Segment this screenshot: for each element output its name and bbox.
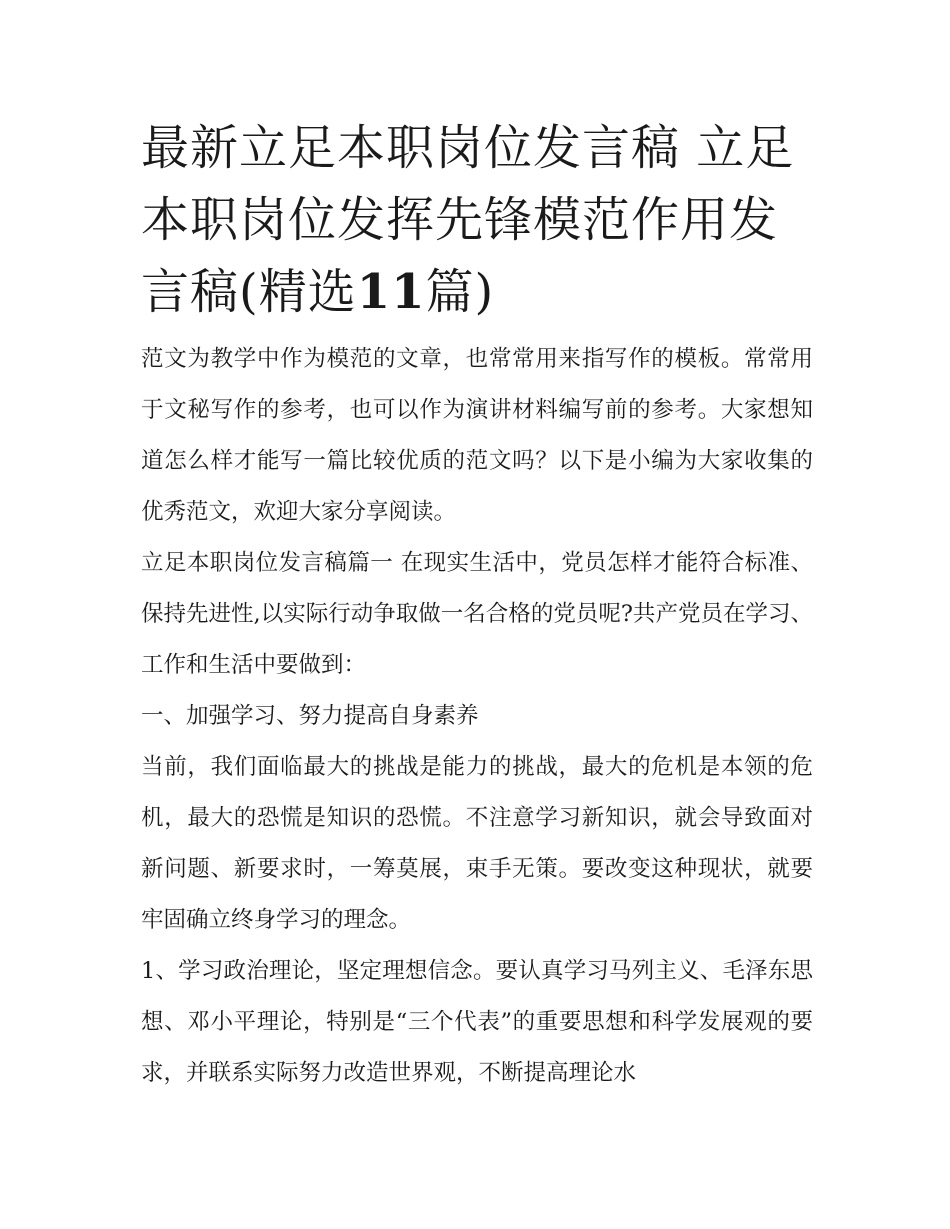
section-heading: 一、加强学习、努力提高自身素养	[141, 703, 479, 729]
title-text: 最新立足本职岗位发言稿 立足本职岗位发挥先锋模范作用发言稿(精选	[141, 120, 795, 320]
title-suffix: 篇)	[425, 264, 495, 320]
title-count: 11	[356, 264, 426, 320]
document-title	[141, 112, 813, 328]
document-page	[141, 112, 813, 1099]
list-item-paragraph: 1、学习政治理论，坚定理想信念。要认真学习马列主义、毛泽东思想、邓小平理论，特别是“三个代表”的重要思想和科学发展观的要求，并联系实际努力改造世界观，不断提高理论水	[141, 958, 813, 1086]
section-intro-paragraph: 立足本职岗位发言稿篇一 在现实生活中，党员怎样才能符合标准、保持先进性,以实际行动争取做一名合格的党员呢?共产党员在学习、工作和生活中要做到：	[141, 550, 813, 678]
intro-paragraph: 范文为教学中作为模范的文章，也常常用来指写作的模板。常常用于文秘写作的参考，也可以作为演讲材料编写前的参考。大家想知道怎么样才能写一篇比较优质的范文吗？以下是小编为大家收集的优秀范文，欢迎大家分享阅读。	[141, 346, 813, 525]
body-paragraph: 当前，我们面临最大的挑战是能力的挑战，最大的危机是本领的危机，最大的恐慌是知识的恐慌。不注意学习新知识，就会导致面对新问题、新要求时，一筹莫展，束手无策。要改变这种现状，就要牢固确立终身学习的理念。	[141, 754, 813, 933]
